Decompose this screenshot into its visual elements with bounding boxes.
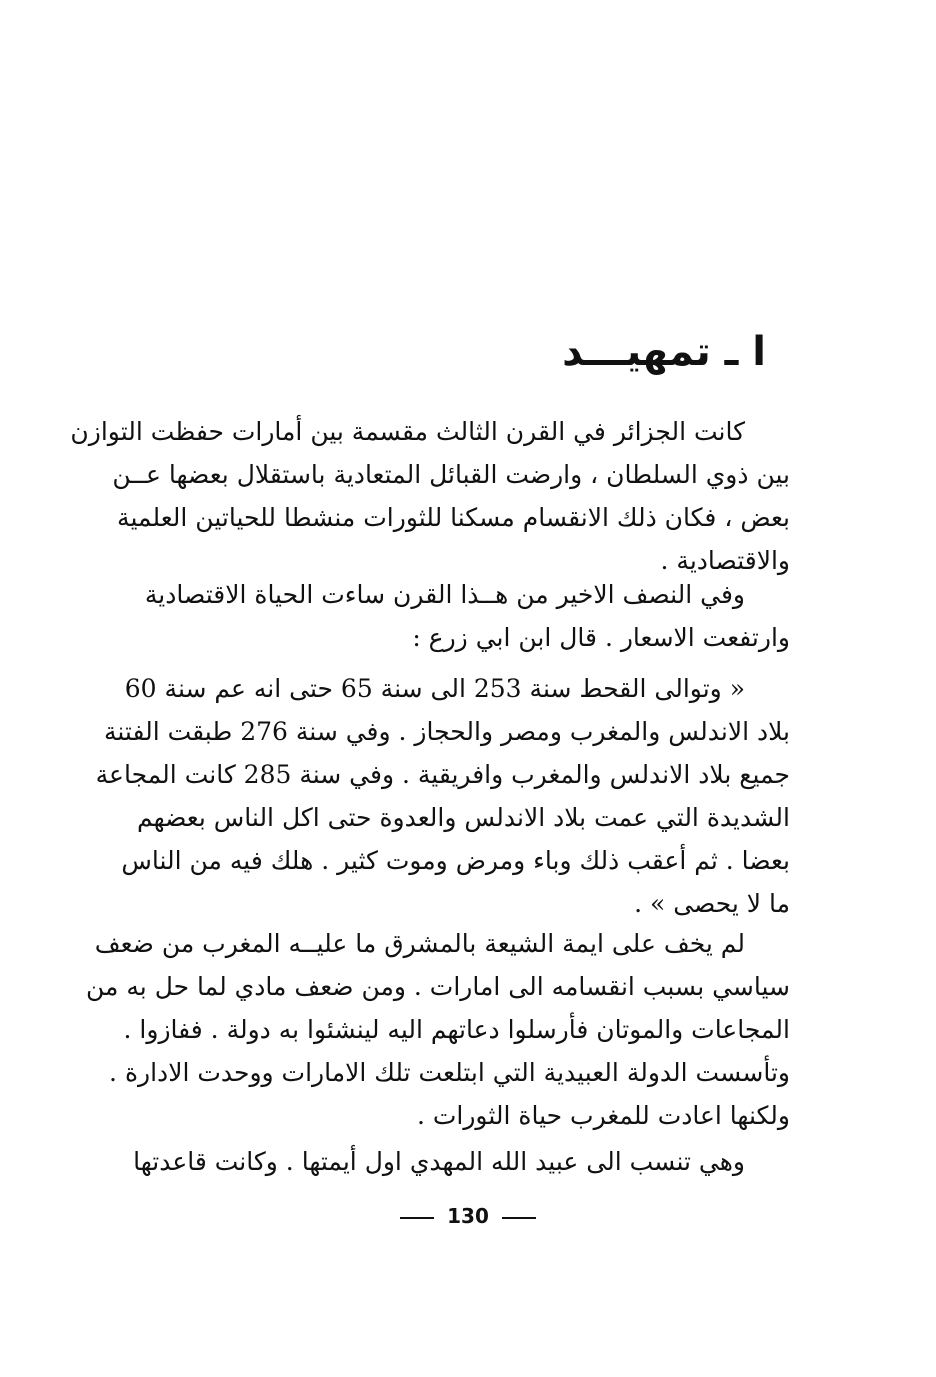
text-line: ما لا يحصى » .: [634, 889, 790, 918]
text-line: والاقتصادية .: [660, 546, 790, 575]
footer-dash-left: [400, 1217, 434, 1219]
text-line: وارتفعت الاسعار . قال ابن ابي زرع :: [412, 623, 790, 652]
paragraph-2: [144, 573, 790, 659]
text-line: ولكنها اعادت للمغرب حياة الثورات .: [416, 1101, 790, 1130]
page-footer: [0, 1198, 936, 1234]
text-line: المجاعات والموتان فأرسلوا دعاتهم اليه لينشئوا به دولة . ففازوا .: [123, 1015, 790, 1044]
text-line: بعض ، فكان ذلك الانقسام مسكنا للثورات منشطا للحياتين العلمية: [117, 503, 790, 532]
quotation-paragraph: [95, 667, 790, 925]
text-line: بلاد الاندلس والمغرب ومصر والحجاز . وفي سنة 276 طبقت الفتنة: [103, 717, 790, 746]
section-heading: ا ـ تمهيـــد: [562, 329, 766, 375]
text-line: كانت الجزائر في القرن الثالث مقسمة بين أمارات حفظت التوازن: [70, 417, 745, 446]
text-line: الشديدة التي عمت بلاد الاندلس والعدوة حتى اكل الناس بعضهم: [136, 803, 790, 832]
text-line: لم يخف على ايمة الشيعة بالمشرق ما عليــه المغرب من ضعف: [94, 929, 745, 958]
text-line: « وتوالى القحط سنة 253 الى سنة 65 حتى انه عم سنة 60: [124, 674, 745, 703]
page-number: 130: [447, 1204, 489, 1228]
text-line: بين ذوي السلطان ، وارضت القبائل المتعادية باستقلال بعضها عــن: [112, 460, 790, 489]
paragraph-4: [86, 922, 790, 1137]
text-line: جميع بلاد الاندلس والمغرب وافريقية . وفي سنة 285 كانت المجاعة: [95, 760, 790, 789]
text-line: وهي تنسب الى عبيد الله المهدي اول أيمتها . وكانت قاعدتها: [133, 1147, 745, 1176]
text-line: وفي النصف الاخير من هــذا القرن ساءت الحياة الاقتصادية: [144, 580, 745, 609]
text-line: بعضا . ثم أعقب ذلك وباء ومرض وموت كثير . هلك فيه من الناس: [121, 846, 790, 875]
text-line: وتأسست الدولة العبيدية التي ابتلعت تلك الامارات ووحدت الادارة .: [109, 1058, 790, 1087]
footer-dash-right: [502, 1217, 536, 1219]
text-line: سياسي بسبب انقسامه الى امارات . ومن ضعف مادي لما حل به من: [86, 972, 790, 1001]
paragraph-1: [70, 410, 790, 582]
paragraph-5: [133, 1140, 790, 1183]
